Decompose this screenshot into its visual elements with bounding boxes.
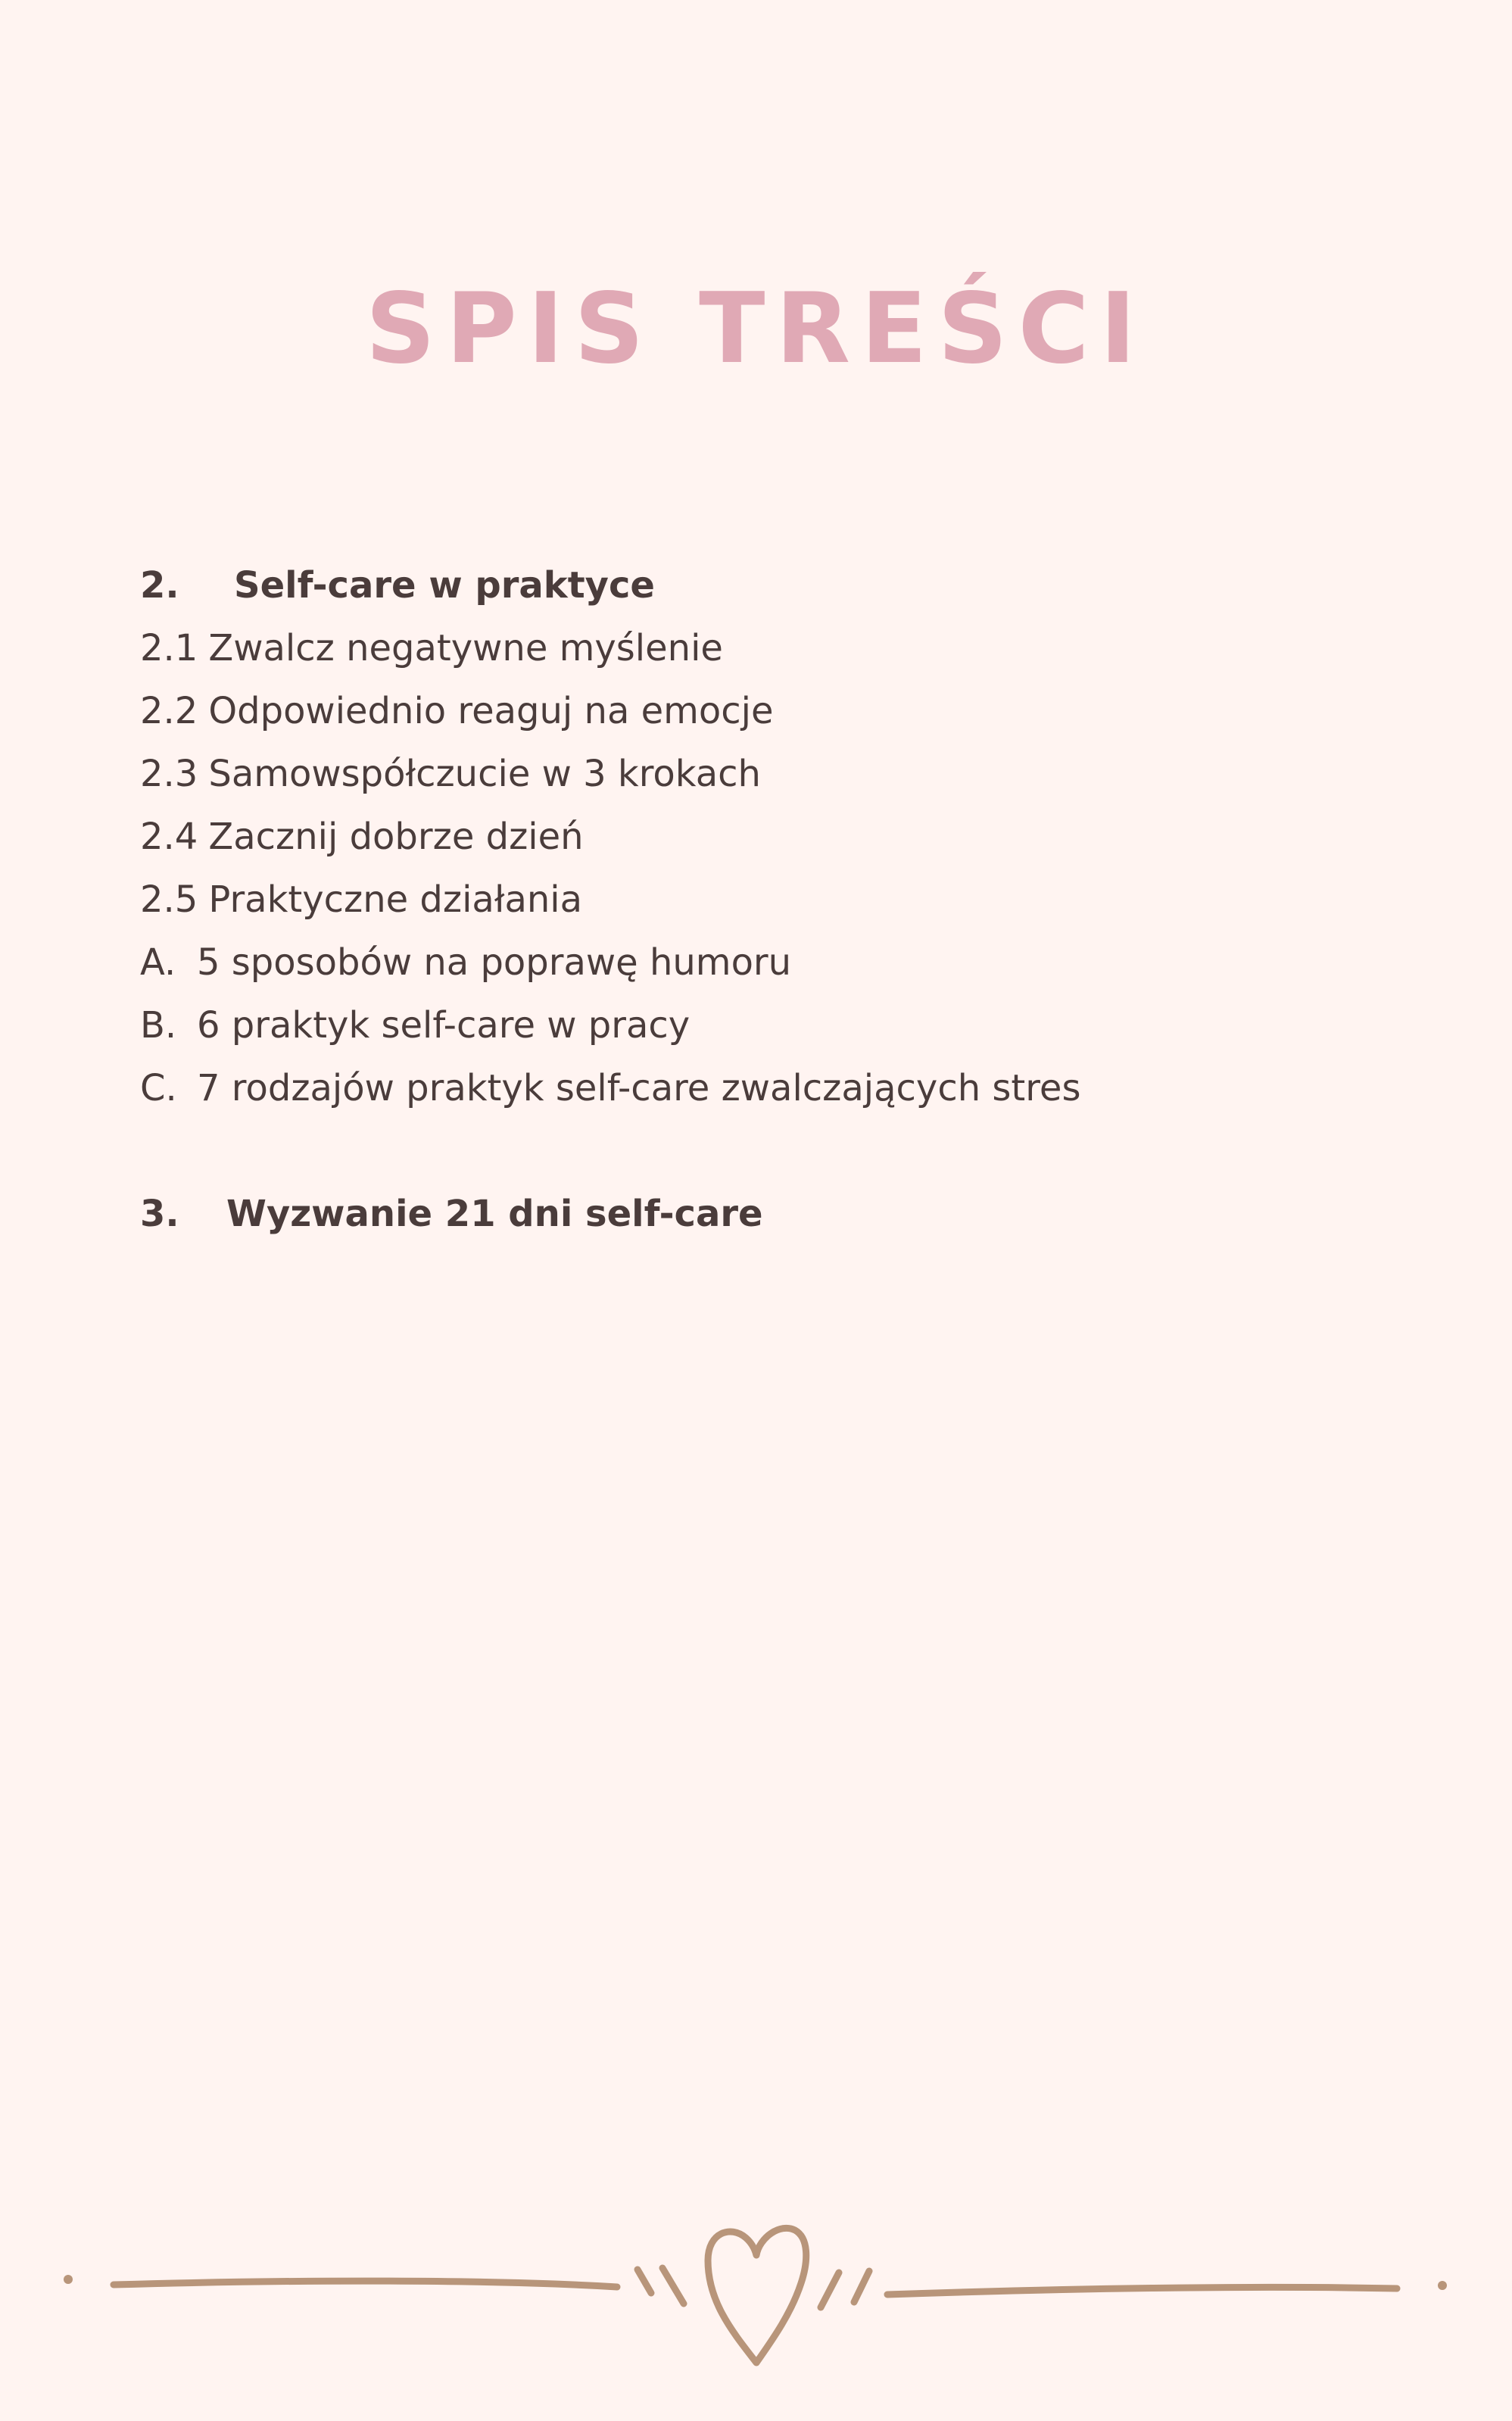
right-slash-icon [821, 2273, 839, 2307]
page-title: SPIS TREŚCI [365, 273, 1147, 385]
toc-item-label: Praktyczne działania [208, 878, 583, 921]
heart-icon [708, 2228, 806, 2363]
toc-item-number: 2.5 [140, 878, 198, 921]
toc-subitem [140, 931, 1382, 994]
footer-ornament [0, 2196, 1512, 2393]
toc-item [140, 869, 1382, 931]
toc-item [140, 806, 1382, 869]
toc-subitem [140, 1057, 1382, 1120]
toc-item-label: Odpowiednio reaguj na emocje [208, 690, 774, 732]
toc-subitem-label: 7 rodzajów praktyk self-care zwalczających stres [197, 1067, 1081, 1109]
toc-chapter-3 [140, 1183, 1382, 1246]
left-slash-icon [638, 2270, 651, 2293]
toc-item [140, 680, 1382, 743]
toc-subitem-letter: B. [140, 1004, 177, 1047]
table-of-contents [140, 554, 1382, 1246]
toc-item-label: Zwalcz negatywne myślenie [208, 627, 723, 669]
left-divider-line [114, 2281, 617, 2287]
toc-item-number: 2.4 [140, 816, 198, 858]
toc-item [140, 743, 1382, 806]
toc-item-number: 2.2 [140, 690, 198, 732]
toc-chapter-2 [140, 554, 1382, 617]
toc-item-number: 2.1 [140, 627, 198, 669]
toc-subitem-label: 6 praktyk self-care w pracy [197, 1004, 691, 1047]
right-dot-icon [1438, 2281, 1447, 2290]
toc-subitem-label: 5 sposobów na poprawę humoru [197, 941, 792, 984]
toc-item-label: Zacznij dobrze dzień [208, 816, 584, 858]
toc-chapter-label: Wyzwanie 21 dni self-care [226, 1193, 763, 1235]
toc-subitem-letter: C. [140, 1067, 177, 1109]
right-divider-line [887, 2287, 1397, 2295]
left-dot-icon [64, 2275, 73, 2284]
left-slash-icon [662, 2268, 684, 2304]
toc-item [140, 617, 1382, 680]
toc-subitem-letter: A. [140, 941, 176, 984]
right-slash-icon [854, 2271, 869, 2302]
toc-chapter-label: Self-care w praktyce [234, 564, 655, 607]
toc-spacer [140, 1120, 1382, 1183]
toc-item-number: 2.3 [140, 753, 198, 795]
toc-chapter-number: 2. [140, 564, 179, 607]
toc-chapter-number: 3. [140, 1193, 179, 1235]
toc-item-label: Samowspółczucie w 3 krokach [208, 753, 761, 795]
toc-subitem [140, 994, 1382, 1057]
